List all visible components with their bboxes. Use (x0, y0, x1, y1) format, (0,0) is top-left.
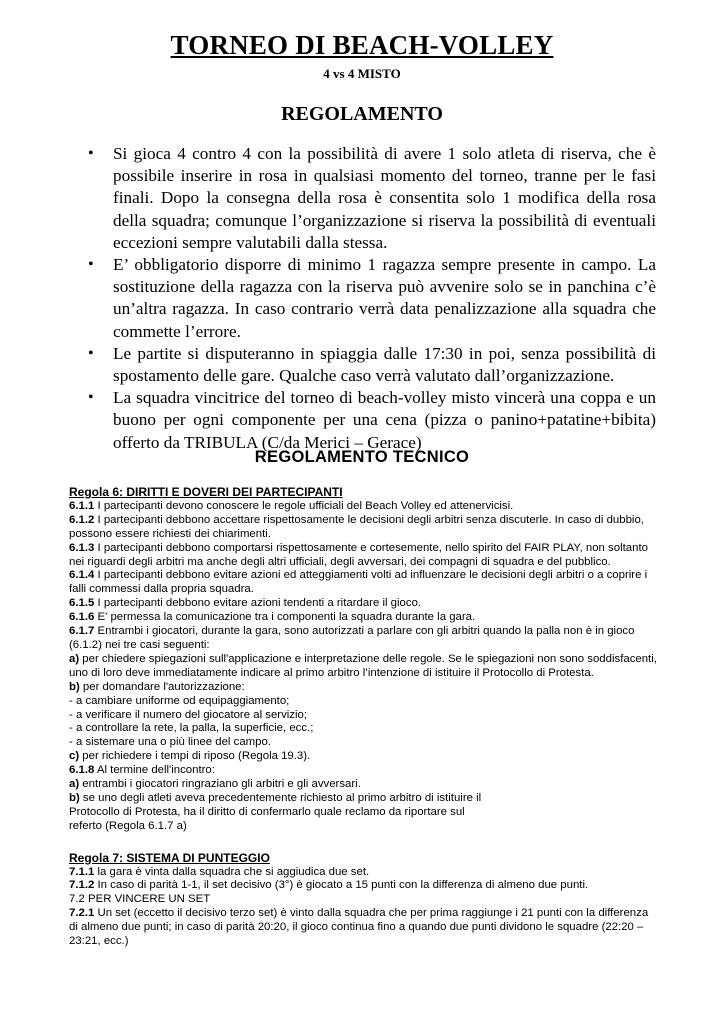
rule7-body (69, 866, 659, 949)
clause-text: per richiedere i tempi di riposo (Regola 19.3). (79, 750, 311, 763)
clause-text: I partecipanti devono conoscere le regole ufficiali del Beach Volley ed attenervicisi. (94, 499, 514, 512)
clause-number: 6.1.2 (69, 513, 95, 526)
rule-paragraph (69, 500, 659, 514)
clause-number: 7.1.1 (69, 865, 95, 878)
clause-text: Un set (eccetto il decisivo terzo set) è vinto dalla squadra che per prima raggiunge i 21 punti con la differenza di almeno due punti; in caso di parità 20:20, il gioco continua fino a quando due punti dividono le squadre (22:20 – 23:21, ecc.) (69, 907, 649, 948)
rule-paragraph (69, 778, 659, 792)
rule-paragraph (69, 792, 659, 806)
rule-paragraph (69, 736, 659, 750)
rule-paragraph (69, 879, 659, 893)
clause-text: E' permessa la comunicazione tra i componenti la squadra durante la gara. (94, 611, 476, 624)
clause-text: - a sistemare una o più linee del campo. (69, 736, 271, 749)
clause-number: a) (69, 778, 80, 791)
clause-text: Entrambi i giocatori, durante la gara, sono autorizzati a parlare con gli arbitri quando la palla non è in gioco (6.1.2) nei tre casi seguenti: (69, 625, 635, 651)
rule-paragraph (69, 806, 659, 820)
rule-paragraph (69, 681, 659, 695)
clause-text: - a cambiare uniforme od equipaggiamento; (69, 694, 290, 707)
rule-paragraph (69, 695, 659, 709)
clause-text: entrambi i giocatori ringraziano gli arbitri e gli avversari. (79, 778, 361, 791)
rule-paragraph (69, 750, 659, 764)
clause-number: 6.1.4 (69, 569, 95, 582)
rule-item: • Le partite si disputeranno in spiaggia dalle 17:30 in poi, senza possibilità di spostamento delle gare. Qualche caso verrà valutato dall’organizzazione. (86, 343, 656, 387)
clause-text: per domandare l'autorizzazione: (79, 680, 245, 693)
rule-paragraph (69, 907, 659, 949)
clause-number: 6.1.8 (69, 764, 95, 777)
section-heading-regolamento: REGOLAMENTO (281, 103, 443, 125)
document-title: TORNEO DI BEACH-VOLLEY (170, 30, 554, 60)
clause-text: 7.2 PER VINCERE UN SET (69, 893, 211, 906)
clause-text: Al termine dell'incontro: (94, 764, 215, 777)
rule-paragraph (69, 625, 659, 653)
clause-number: b) (69, 791, 80, 804)
rule-paragraph (69, 866, 659, 880)
clause-number: 7.1.2 (69, 879, 95, 892)
rule-item: • La squadra vincitrice del torneo di beach-volley misto vincerà una coppa e un buono per ogni componente per una cena (pizza o panino+patatine+bibita) offerto da TRIBULA (C/da Merici – Gerace) (86, 387, 656, 454)
clause-text: Protocollo di Protesta, ha il diritto di confermarlo quale reclamo da riportare sul (69, 805, 465, 818)
rule-paragraph (69, 569, 659, 597)
rule6-heading: Regola 6: DIRITTI E DOVERI DEI PARTECIPANTI (69, 485, 343, 499)
rule-paragraph (69, 611, 659, 625)
rule-paragraph (69, 820, 659, 834)
clause-number: 6.1.5 (69, 597, 95, 610)
clause-number: c) (69, 750, 80, 763)
rule7-heading: Regola 7: SISTEMA DI PUNTEGGIO (69, 850, 270, 865)
clause-text: se uno degli atleti aveva precedentemente richiesto al primo arbitro di istituire il (79, 791, 482, 804)
rule-paragraph (69, 542, 659, 570)
clause-text: I partecipanti debbono accettare rispettosamente le decisioni degli arbitri senza discuterle. In caso di dubbio, possono essere richiesti dei chiarimenti. (69, 513, 644, 540)
clause-text: I partecipanti debbono evitare azioni tendenti a ritardare il gioco. (94, 597, 422, 610)
rule-paragraph (69, 764, 659, 778)
rule6-body (69, 500, 659, 834)
clause-text: la gara è vinta dalla squadra che si aggiudica due set. (94, 865, 370, 878)
clause-number: a) (69, 652, 80, 665)
rule-paragraph (69, 722, 659, 736)
clause-text: referto (Regola 6.1.7 a) (69, 819, 187, 832)
rule-paragraph (69, 514, 659, 542)
clause-text: per chiedere spiegazioni sull'applicazione e interpretazione delle regole. Se le spiegazioni non sono soddisfacenti, uno di loro deve immediatamente indicare al primo arbitro l’intenzione di istituire il Protocollo di Protesta. (69, 652, 657, 679)
clause-text: I partecipanti debbono evitare azioni ed atteggiamenti volti ad influenzare le decisioni degli arbitri o a coprire i falli commessi dalla propria squadra. (69, 569, 648, 596)
clause-text: - a verificare il numero del giocatore al servizio; (69, 708, 308, 721)
clause-number: 6.1.6 (69, 611, 95, 624)
rule-paragraph (69, 653, 659, 681)
clause-text: - a controllare la rete, la palla, la superficie, ecc.; (69, 722, 314, 735)
rule-item: • Si gioca 4 contro 4 con la possibilità di avere 1 solo atleta di riserva, che è possibile inserire in rosa in qualsiasi momento del torneo, tranne per le fasi finali. Dopo la consegna della rosa è consentita solo 1 modifica della rosa della squadra; comunque l’organizzazione si riserva la possibilità di eventuali eccezioni sempre valutabili dalla stessa. (86, 143, 656, 254)
technical-rules (69, 486, 659, 949)
rules-list (86, 143, 656, 454)
rule-item: • E’ obbligatorio disporre di minimo 1 ragazza sempre presente in campo. La sostituzione della ragazza con la riserva può avvenire solo se in panchina c’è un’altra ragazza. In caso contrario verrà data penalizzazione alla squadra che commette l’errore. (86, 254, 656, 343)
section-heading-tecnico: REGOLAMENTO TECNICO (254, 448, 470, 466)
document-subtitle: 4 vs 4 MISTO (323, 66, 401, 81)
clause-text: In caso di parità 1-1, il set decisivo (3°) è giocato a 15 punti con la differenza di almeno due punti. (94, 879, 589, 892)
clause-number: 6.1.7 (69, 625, 95, 638)
rule-paragraph (69, 597, 659, 611)
clause-number: 7.2.1 (69, 907, 95, 920)
rule-paragraph (69, 709, 659, 723)
clause-number: 6.1.1 (69, 499, 95, 512)
clause-text: I partecipanti debbono comportarsi rispettosamente e cortesemente, nello spirito del FAIR PLAY, non soltanto nei riguardi degli arbitri ma anche degli altri ufficiali, degli avversari, dei compagni di squadra e del pubblico. (69, 541, 648, 568)
clause-number: b) (69, 680, 80, 693)
clause-number: 6.1.3 (69, 541, 95, 554)
rule-paragraph (69, 893, 659, 907)
